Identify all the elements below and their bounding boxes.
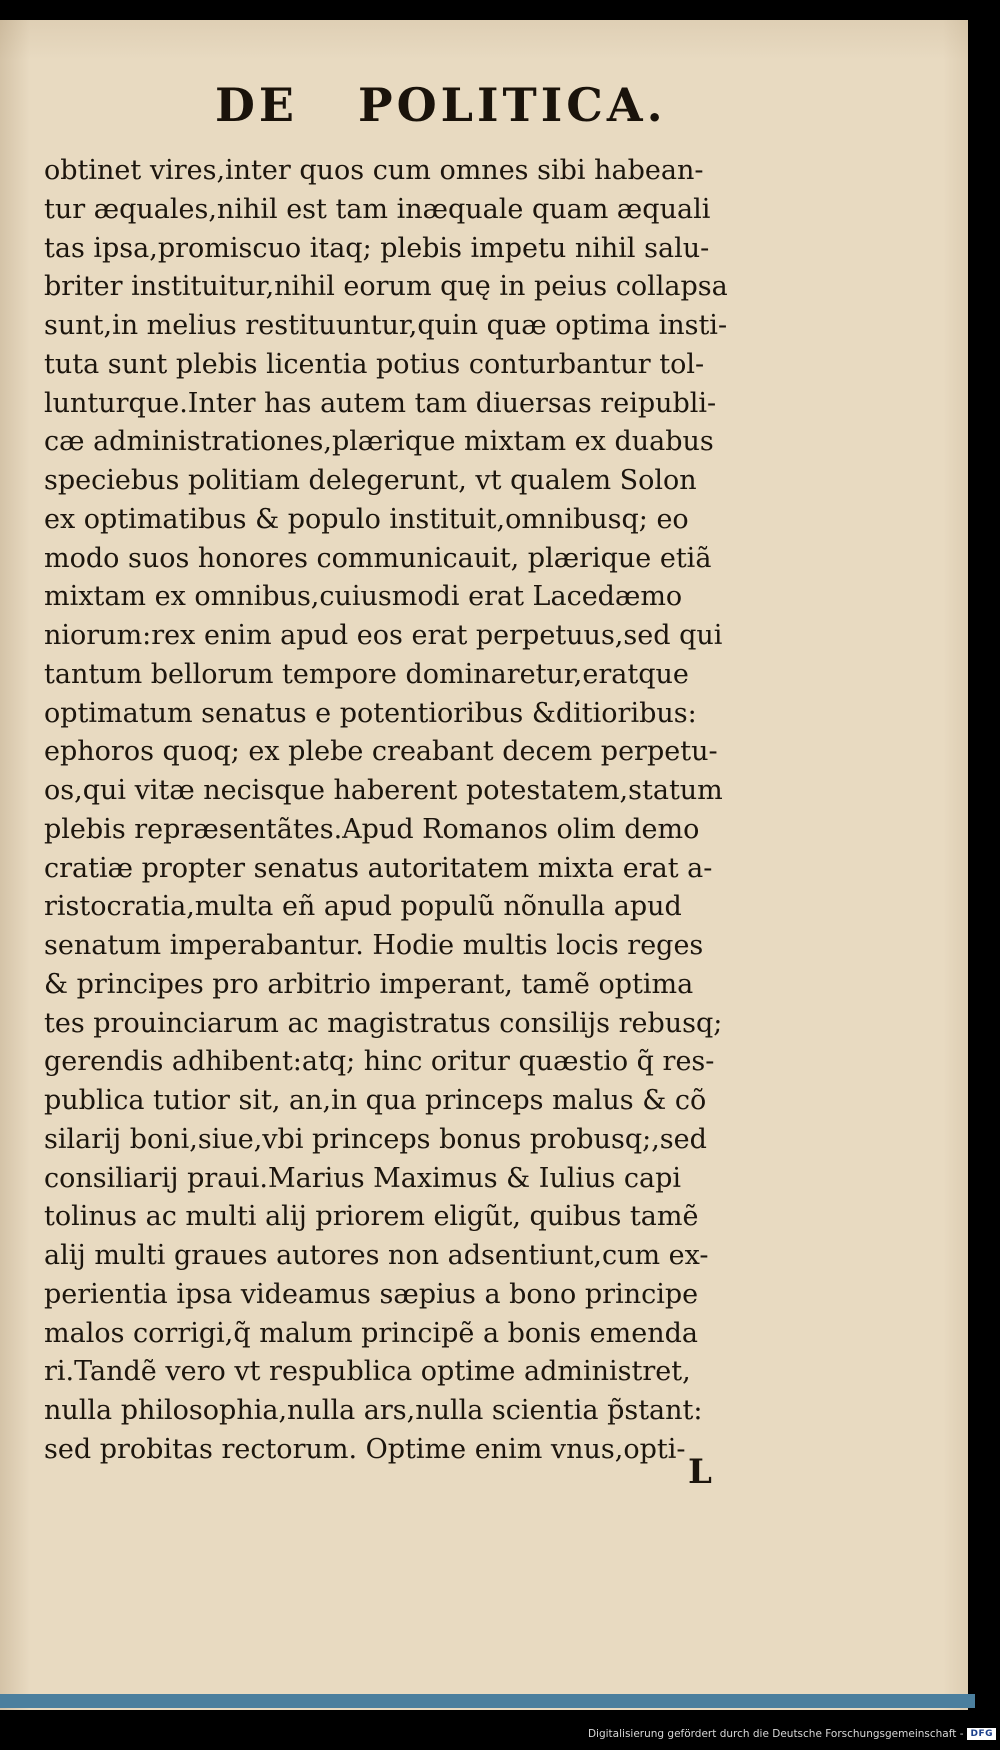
text-line: perientia ipsa videamus sæpius a bono principe xyxy=(44,1278,699,1310)
text-line: ristocratia,multa eñ apud populũ nõnulla apud xyxy=(44,891,682,923)
text-line: tes prouinciarum ac magistratus consilijs rebusq; xyxy=(44,1007,723,1039)
text-line: speciebus politiam delegerunt, vt qualem Solon xyxy=(44,465,697,496)
text-line: sed probitas rectorum. Optime enim vnus,opti- xyxy=(44,1433,686,1465)
text-line: malos corrigi,q̃ malum principẽ a bonis emenda xyxy=(44,1317,698,1349)
text-line: tur æquales,nihil est tam inæquale quam æquali xyxy=(44,193,711,225)
dfg-logo: DFG xyxy=(967,1728,996,1740)
text-line: silarij boni,siue,vbi princeps bonus probusq;,sed xyxy=(44,1123,707,1155)
text-line: obtinet vires,inter quos cum omnes sibi habean- xyxy=(44,155,704,186)
text-line: mixtam ex omnibus,cuiusmodi erat Lacedæmo xyxy=(44,581,683,613)
text-line: tantum bellorum tempore dominaretur,eratque xyxy=(44,658,689,690)
running-head: DE POLITICA. xyxy=(215,78,667,132)
text-line: briter instituitur,nihil eorum quę in peius collapsa xyxy=(44,271,728,303)
digitization-credit xyxy=(588,1724,996,1744)
text-line: & principes pro arbitrio imperant, tamẽ optima xyxy=(44,968,694,1000)
text-line: niorum:rex enim apud eos erat perpetuus,sed qui xyxy=(44,620,723,651)
catchword: L xyxy=(688,1452,712,1492)
credit-text: Digitalisierung gefördert durch die Deutsche Forschungsgemeinschaft - xyxy=(587,1728,964,1740)
text-line: cæ administrationes,plærique mixtam ex duabus xyxy=(44,426,714,458)
text-line: sunt,in melius restituuntur,quin quæ optima insti- xyxy=(44,310,728,341)
text-line: tuta sunt plebis licentia potius conturbantur tol- xyxy=(44,348,705,380)
text-line: plebis repræsentãtes.Apud Romanos olim demo xyxy=(44,813,700,845)
text-line: os,qui vitæ necisque haberent potestatem,statum xyxy=(44,775,723,806)
text-line: ri.Tandẽ vero vt respublica optime administret, xyxy=(44,1356,691,1388)
text-line: tolinus ac multi alij priorem eligũt, quibus tamẽ xyxy=(44,1201,699,1233)
text-line: senatum imperabantur. Hodie multis locis reges xyxy=(44,930,704,961)
book-page xyxy=(0,20,968,1710)
text-line: lunturque.Inter has autem tam diuersas reipubli- xyxy=(44,387,717,419)
text-line: gerendis adhibent:atq; hinc oritur quæstio q̃ res- xyxy=(44,1046,715,1078)
text-line: ephoros quoq; ex plebe creabant decem perpetu- xyxy=(44,736,718,768)
text-line: modo suos honores communicauit, plærique etiã xyxy=(44,542,712,574)
text-line: optimatum senatus e potentioribus &ditioribus: xyxy=(44,697,697,729)
text-line: cratiæ propter senatus autoritatem mixta erat a- xyxy=(44,852,713,884)
text-line: nulla philosophia,nulla ars,nulla scientia p̃stant: xyxy=(44,1395,703,1426)
text-line: tas ipsa,promiscuo itaq; plebis impetu nihil salu- xyxy=(44,232,710,264)
text-line: ex optimatibus & populo instituit,omnibusq; eo xyxy=(44,503,689,535)
text-line: consiliarij praui.Marius Maximus & Iulius capi xyxy=(44,1162,682,1194)
text-line: publica tutior sit, an,in qua princeps malus & cõ xyxy=(44,1085,707,1116)
scan-mat-edge xyxy=(0,1694,975,1708)
text-block xyxy=(44,152,834,1470)
text-line: alij multi graues autores non adsentiunt,cum ex- xyxy=(44,1240,709,1271)
